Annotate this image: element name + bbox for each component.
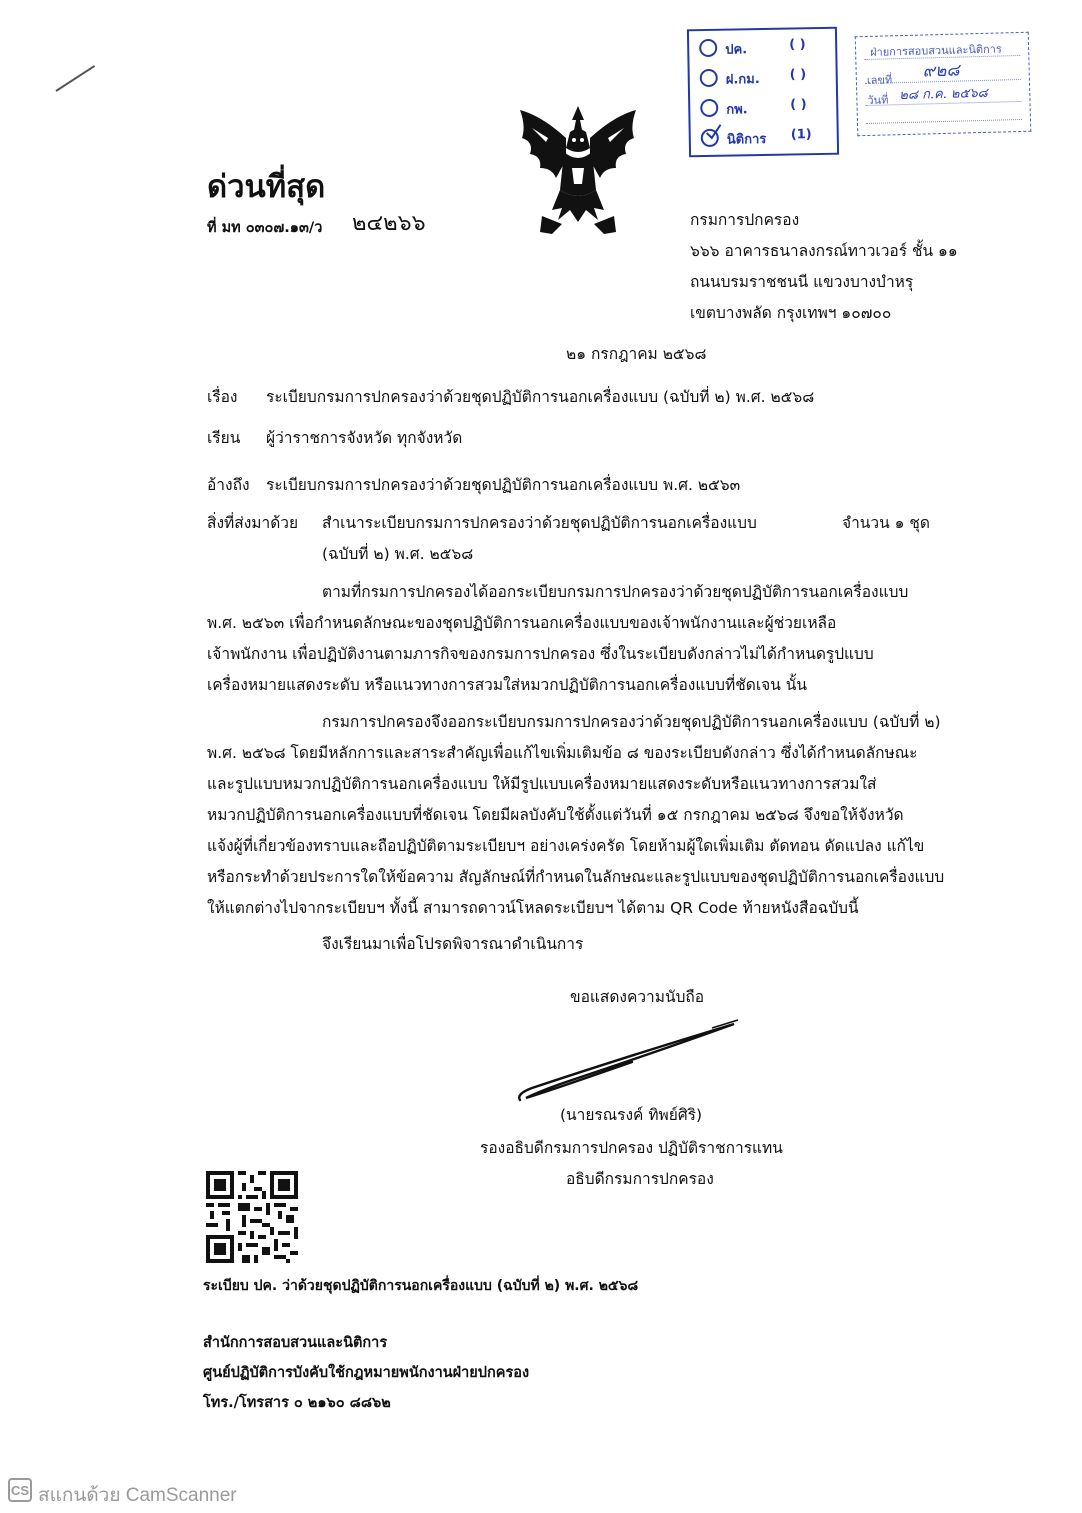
checkbox-circle-icon: [700, 69, 718, 87]
body-line: แจ้งผู้ที่เกี่ยวข้องทราบและถือปฏิบัติตามระเบียบฯ อย่างเคร่งครัด โดยห้ามผู้ใดเพิ่มเติม ตัดทอน ดัดแปลง แก้ไข: [207, 837, 925, 855]
closing-salutation: ขอแสดงความนับถือ: [570, 988, 705, 1006]
received-date-label: วันที่: [867, 93, 889, 107]
signer-name: (นายรณรงค์ ทิพย์ศิริ): [560, 1106, 703, 1124]
routing-label: นิติการ: [726, 131, 767, 148]
sender-address-line: เขตบางพลัด กรุงเทพฯ ๑๐๗๐๐: [690, 304, 892, 322]
body-line: ให้แตกต่างไปจากระเบียบฯ ทั้งนี้ สามารถดาวน์โหลดระเบียบฯ ได้ตาม QR Code ท้ายหนังสือฉบับนี้: [207, 899, 859, 917]
received-date-value: ๒๘ ก.ค. ๒๕๖๘: [899, 85, 988, 104]
routing-row: [699, 35, 829, 59]
scan-mark: [55, 65, 95, 92]
subject-label: เรื่อง: [207, 388, 238, 406]
body-line: เครื่องหมายแสดงระดับ หรือแนวทางการสวมใส่หมวกปฏิบัติการนอกเครื่องแบบที่ชัดเจน นั้น: [207, 676, 807, 694]
reference-label: อ้างถึง: [207, 476, 250, 494]
subject-text: ระเบียบกรมการปกครองว่าด้วยชุดปฏิบัติการนอกเครื่องแบบ (ฉบับที่ ๒) พ.ศ. ๒๕๖๘: [266, 388, 815, 406]
received-number-value: ๙๒๘: [922, 60, 960, 82]
routing-label: ปค.: [725, 42, 748, 58]
body-line: พ.ศ. ๒๕๖๘ โดยมีหลักการและสาระสำคัญเพื่อแก้ไขเพิ่มเติมข้อ ๘ ของระเบียบดังกล่าว ซึ่งได้กำหนดลักษณะ: [207, 744, 918, 762]
routing-count: ( ): [790, 97, 807, 113]
handwritten-signature: [512, 1018, 742, 1104]
footer-office: สำนักการสอบสวนและนิติการ: [203, 1335, 388, 1351]
qr-caption: ระเบียบ ปค. ว่าด้วยชุดปฏิบัติการนอกเครื่องแบบ (ฉบับที่ ๒) พ.ศ. ๒๕๖๘: [203, 1278, 639, 1294]
checkbox-circle-icon: [699, 39, 717, 57]
closing-request: จึงเรียนมาเพื่อโปรดพิจารณาดำเนินการ: [322, 935, 584, 953]
received-stamp: [855, 32, 1032, 137]
checkmark-icon: [705, 123, 723, 141]
enclosure-label: สิ่งที่ส่งมาด้วย: [207, 514, 299, 532]
routing-label: ฝ.กม.: [725, 72, 760, 88]
enclosure-text-continued: (ฉบับที่ ๒) พ.ศ. ๒๕๖๘: [322, 545, 474, 563]
qr-code: [206, 1170, 298, 1264]
enclosure-quantity: จำนวน ๑ ชุด: [842, 514, 930, 532]
urgency-label: ด่วนที่สุด: [207, 169, 326, 205]
recipient-label: เรียน: [207, 429, 241, 447]
routing-stamp: [687, 27, 839, 158]
camscanner-logo: CS: [8, 1478, 32, 1502]
body-line: หรือกระทำด้วยประการใดให้ข้อความ สัญลักษณ์ที่กำหนดในลักษณะและรูปแบบของชุดปฏิบัติการนอกเครื่องแบบ: [207, 868, 945, 886]
garuda-emblem: [512, 98, 644, 238]
signer-title: รองอธิบดีกรมการปกครอง ปฏิบัติราชการแทน: [480, 1139, 783, 1157]
sender-org: กรมการปกครอง: [690, 211, 800, 229]
body-line: เจ้าพนักงาน เพื่อปฏิบัติงานตามภารกิจของกรมการปกครอง ซึ่งในระเบียบดังกล่าวไม่ได้กำหนดรูปแบบ: [207, 645, 874, 663]
sender-address-line: ๖๖๖ อาคารธนาลงกรณ์ทาวเวอร์ ชั้น ๑๑: [690, 242, 958, 260]
body-line: ตามที่กรมการปกครองได้ออกระเบียบกรมการปกครองว่าด้วยชุดปฏิบัติการนอกเครื่องแบบ: [322, 583, 909, 601]
routing-count: ( ): [789, 37, 806, 53]
reference-number-handwritten: ๒๔๒๖๖: [352, 211, 426, 236]
checkbox-circle-icon: [700, 99, 718, 117]
sender-address-line: ถนนบรมราชชนนี แขวงบางบำหรุ: [690, 273, 914, 291]
routing-row: [700, 95, 830, 119]
camscanner-watermark: สแกนด้วย CamScanner: [38, 1485, 237, 1506]
body-line: และรูปแบบหมวกปฏิบัติการนอกเครื่องแบบ ให้มีรูปแบบเครื่องหมายแสดงระดับหรือแนวทางการสวมใส่: [207, 775, 877, 793]
reference-text: ระเบียบกรมการปกครองว่าด้วยชุดปฏิบัติการนอกเครื่องแบบ พ.ศ. ๒๕๖๓: [266, 476, 741, 494]
routing-count: (1): [790, 127, 812, 143]
footer-phone: โทร./โทรสาร ๐ ๒๑๖๐ ๘๘๖๒: [203, 1395, 391, 1411]
document-date: ๒๑ กรกฎาคม ๒๕๖๘: [566, 345, 707, 363]
received-stamp-title: ฝ่ายการสอบสวนและนิติการ: [869, 42, 1002, 59]
signer-title: อธิบดีกรมการปกครอง: [566, 1170, 714, 1188]
body-line: หมวกปฏิบัติการนอกเครื่องแบบที่ชัดเจน โดยมีผลบังคับใช้ตั้งแต่วันที่ ๑๕ กรกฎาคม ๒๕๖๘ จึงขอให้จังหวัด: [207, 806, 904, 824]
body-line: พ.ศ. ๒๕๖๓ เพื่อกำหนดลักษณะของชุดปฏิบัติการนอกเครื่องแบบของเจ้าพนักงานและผู้ช่วยเหลือ: [207, 614, 837, 632]
footer-center: ศูนย์ปฏิบัติการบังคับใช้กฎหมายพนักงานฝ่ายปกครอง: [203, 1365, 530, 1381]
received-number-label: เลขที่: [866, 73, 893, 87]
routing-row: [701, 125, 831, 149]
routing-count: ( ): [789, 67, 807, 83]
body-line: กรมการปกครองจึงออกระเบียบกรมการปกครองว่าด้วยชุดปฏิบัติการนอกเครื่องแบบ (ฉบับที่ ๒): [322, 713, 941, 731]
reference-number-prefix: ที่ มท ๐๓๐๗.๑๓/ว: [207, 220, 323, 236]
recipient-text: ผู้ว่าราชการจังหวัด ทุกจังหวัด: [266, 429, 463, 447]
routing-row: [700, 65, 830, 89]
enclosure-text: สำเนาระเบียบกรมการปกครองว่าด้วยชุดปฏิบัติการนอกเครื่องแบบ: [322, 514, 757, 532]
routing-label: กพ.: [726, 102, 748, 118]
